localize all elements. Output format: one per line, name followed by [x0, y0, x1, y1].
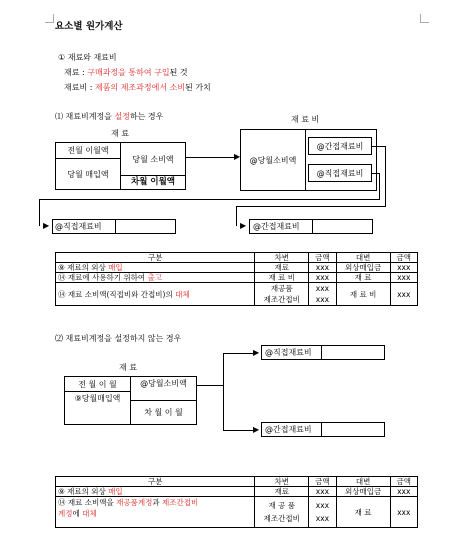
- journal-table-1: [55, 252, 418, 306]
- row-credit: 외상매입금: [336, 487, 390, 497]
- row-debit: 재료: [255, 487, 309, 497]
- row-credit: 재 료: [336, 273, 390, 283]
- section-heading: ① 재료와 재료비: [58, 53, 117, 62]
- box-divider: [321, 345, 322, 360]
- case1-out-indirect-label: @간접재료비: [253, 222, 300, 231]
- connector: [223, 353, 257, 354]
- case1-material-label: 재 료: [111, 129, 129, 138]
- arrow-line: [186, 157, 238, 158]
- row-amount: xxx: [309, 273, 336, 283]
- case2-direct-label: @직접재료비: [265, 348, 312, 357]
- col-header: 금액: [309, 477, 336, 487]
- row-debit: 재료: [255, 263, 309, 273]
- box-divider: [312, 219, 313, 234]
- row-amount: xxx: [390, 283, 417, 306]
- col-header: 구분: [56, 477, 255, 487]
- row-amount: xxx xxx: [309, 283, 336, 306]
- col-header: 대변: [336, 253, 390, 263]
- col-header: 차변: [255, 477, 309, 487]
- case2-heading: ⑵ 재료비계정을 설정하지 않는 경우: [55, 334, 182, 343]
- case2-beginning-cell: 전 월 이 월: [64, 376, 131, 392]
- definition-material-cost: 재료비 : 제품의 제조과정에서 소비된 가치: [64, 83, 211, 92]
- connector: [379, 173, 380, 199]
- case1-ending-cell: 차월 이월액: [120, 175, 186, 190]
- case2-purchase-cell: ⑨당월매입액: [64, 391, 131, 425]
- definition-material: 재료 : 구매과정을 통하여 구입된 것: [64, 68, 188, 77]
- connector: [236, 206, 386, 207]
- row-amount: xxx: [390, 497, 417, 528]
- case1-purchase-cell: 당월 매입액: [55, 158, 121, 190]
- connector: [39, 199, 380, 200]
- case1-out-direct-label: @직접재료비: [55, 222, 102, 231]
- row-debit: 재공품 제조간접비: [255, 283, 309, 306]
- row-amount: xxx: [390, 263, 417, 273]
- arrow-head: ▶: [240, 221, 247, 230]
- row-amount: xxx: [390, 487, 417, 497]
- table-row: [56, 273, 418, 283]
- corner-mark-left: [45, 14, 54, 23]
- case1-consumption-cell: 당월 소비액: [120, 142, 186, 176]
- connector: [39, 199, 40, 226]
- row-credit: 외상매입금: [336, 263, 390, 273]
- case1-heading: ⑴ 재료비계정을 설정하는 경우: [55, 112, 164, 121]
- row-amount: xxx: [390, 273, 417, 283]
- row-description: ⑨ 재료의 외상 매입: [56, 487, 255, 497]
- row-description: ⑭ 재료 소비액을 재공품계정과 제조간접비 계정에 대체: [56, 497, 255, 528]
- col-header: 차변: [255, 253, 309, 263]
- page-title: 요소별 원가계산: [55, 21, 123, 32]
- col-header: 대변: [336, 477, 390, 487]
- connector: [223, 430, 257, 431]
- corner-mark-right: [420, 14, 429, 23]
- arrow-head: ▶: [253, 348, 260, 357]
- row-amount: xxx: [309, 263, 336, 273]
- connector: [372, 146, 386, 147]
- col-header: 구분: [56, 253, 255, 263]
- row-credit: 재 료: [336, 497, 390, 528]
- row-description: ⑭ 재료 소비액(직접비와 간접비)의 대체: [56, 283, 255, 306]
- table-row: [56, 487, 418, 497]
- case2-indirect-label: @간접재료비: [265, 425, 312, 434]
- arrow-head: ▶: [234, 152, 241, 161]
- case2-consumption-cell: @당월소비액: [130, 376, 197, 401]
- case1-material-cost-label: 재 료 비: [291, 115, 320, 124]
- col-header: 금액: [390, 253, 417, 263]
- row-description: ⑨ 재료의 외상 매입: [56, 263, 255, 273]
- case1-direct-cell: @직접재료비: [308, 164, 372, 182]
- arrow-head: ▶: [43, 221, 50, 230]
- box-divider: [115, 219, 116, 234]
- case2-material-label: 재 료: [119, 363, 137, 372]
- table-row: [56, 283, 418, 306]
- row-amount: xxx xxx: [309, 497, 336, 528]
- table-row: [56, 263, 418, 273]
- row-credit: 재 료 비: [336, 283, 390, 306]
- connector: [236, 206, 237, 226]
- connector: [385, 146, 386, 206]
- journal-table-2: [55, 476, 418, 528]
- connector: [197, 385, 224, 386]
- col-header: 금액: [309, 253, 336, 263]
- arrow-head: ▶: [253, 425, 260, 434]
- case1-beginning-cell: 전월 이월액: [55, 142, 121, 159]
- row-debit: 재 료 비: [255, 273, 309, 283]
- row-amount: xxx: [309, 487, 336, 497]
- case2-ending-cell: 차 월 이 월: [130, 400, 197, 425]
- table-row: [56, 497, 418, 528]
- row-description: ⑭ 재료에 사용하기 위하여 출고: [56, 273, 255, 283]
- box-divider: [321, 422, 322, 437]
- connector: [223, 353, 224, 431]
- case1-indirect-cell: @간접재료비: [308, 137, 372, 155]
- case1-cost-consumption-cell: @당월소비액: [240, 129, 306, 191]
- row-debit: 재 공 품 제조간접비: [255, 497, 309, 528]
- col-header: 금액: [390, 477, 417, 487]
